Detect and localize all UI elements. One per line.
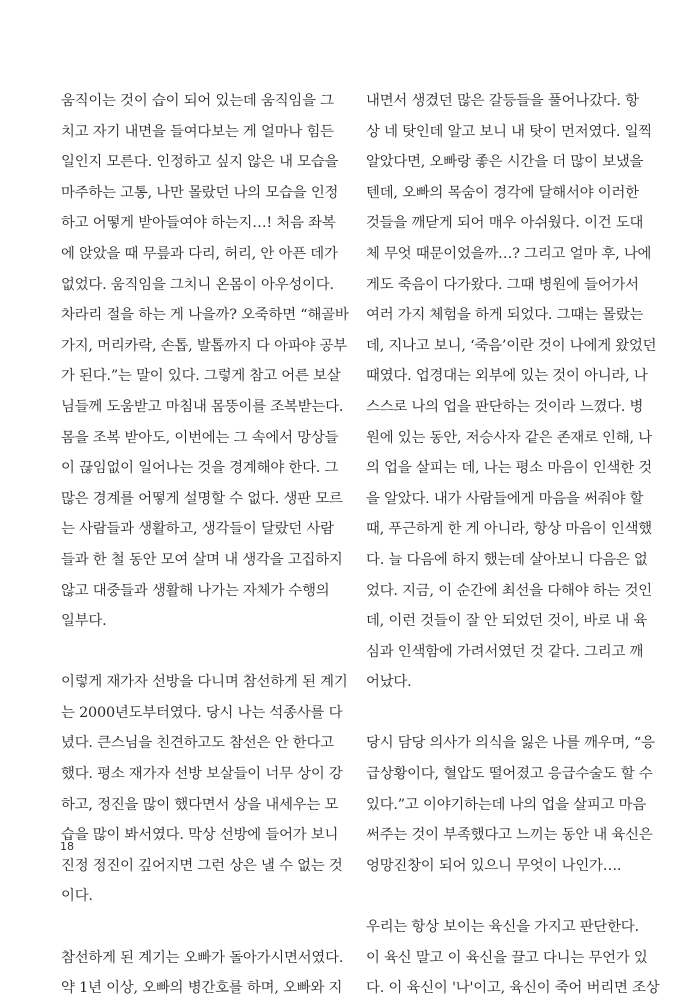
- text-line: 다. 늘 다음에 하지 했는데 살아보니 다음은 없: [366, 551, 648, 568]
- text-line: 있다.”고 이야기하는데 나의 업을 살피고 마음: [366, 796, 647, 813]
- text-line: 의 업을 살피는 데, 나는 평소 마음이 인색한 것: [366, 460, 652, 477]
- text-line: 때였다. 업경대는 외부에 있는 것이 아니라, 나: [366, 368, 648, 385]
- text-line: 없었다. 움직임을 그치니 온몸이 아우성이다.: [61, 276, 334, 293]
- text-line: 참선하게 된 계기는 오빠가 돌아가시면서였다.: [61, 949, 344, 966]
- text-line: 약 1년 이상, 오빠의 병간호를 하며, 오빠와 지: [61, 980, 343, 997]
- paragraph-gap: [366, 881, 624, 912]
- paragraph: [366, 912, 660, 1004]
- text-line: 않고 대중들과 생활해 나가는 자체가 수행의: [61, 582, 330, 599]
- text-line: 이 육신 말고 이 육신을 끌고 다니는 무언가 있: [366, 949, 648, 966]
- text-line: 심과 인색함에 가려서였던 것 같다. 그리고 깨: [366, 643, 644, 660]
- left-column: [61, 86, 349, 1004]
- right-column: [366, 86, 660, 1004]
- text-line: 몸을 조복 받아도, 이번에는 그 속에서 망상들: [61, 429, 339, 446]
- text-line: 데, 이런 것들이 잘 안 되었던 것이, 바로 내 육: [366, 613, 648, 630]
- text-line: 이다.: [61, 888, 93, 905]
- text-line: 을 알았다. 내가 사람들에게 마음을 써줘야 할: [366, 490, 644, 507]
- text-line: 게도 죽음이 다가왔다. 그때 병원에 들어가서: [366, 276, 639, 293]
- text-line: 것들을 깨닫게 되어 매우 아쉬웠다. 이건 도대: [366, 215, 644, 232]
- text-line: 원에 있는 동안, 저승사자 같은 존재로 인해, 나: [366, 429, 652, 446]
- text-line: 체 무엇 때문이었을까…? 그리고 얼마 후, 나에: [366, 245, 652, 262]
- text-line: 알았다면, 오빠랑 좋은 시간을 더 많이 보냈을: [366, 154, 644, 171]
- text-line: 었다. 지금, 이 순간에 최선을 다해야 하는 것인: [366, 582, 652, 599]
- text-line: 데, 지나고 보니, ‘죽음’이란 것이 나에게 왔었던: [366, 337, 657, 354]
- paragraph: [366, 728, 655, 881]
- paragraph: [61, 943, 344, 1004]
- text-line: 녔다. 큰스님을 친견하고도 참선은 안 한다고: [61, 735, 334, 752]
- text-line: 일인지 모른다. 인정하고 싶지 않은 내 모습을: [61, 154, 339, 171]
- text-line: 차라리 절을 하는 게 나을까? 오죽하면 “해골바: [61, 307, 349, 324]
- paragraph-gap: [61, 912, 319, 943]
- text-line: 들과 한 철 동안 모여 살며 내 생각을 고집하지: [61, 551, 343, 568]
- text-line: 습을 많이 봐서였다. 막상 선방에 들어가 보니: [61, 827, 339, 844]
- text-line: 에 앉았을 때 무릎과 다리, 허리, 안 아픈 데가: [61, 245, 338, 262]
- text-line: 하고, 정진을 많이 했다면서 상을 내세우는 모: [61, 796, 339, 813]
- text-line: 다. 이 육신이 '나'이고, 육신이 죽어 버리면 조상: [366, 980, 660, 997]
- text-line: 엉망진창이 되어 있으니 무엇이 나인가….: [366, 857, 622, 874]
- text-line: 당시 담당 의사가 의식을 잃은 나를 깨우며, “응: [366, 735, 655, 752]
- text-line: 이렇게 재가자 선방을 다니며 참선하게 된 계기: [61, 674, 348, 691]
- text-line: 하고 어떻게 받아들여야 하는지…! 처음 좌복: [61, 215, 336, 232]
- text-line: 내면서 생겼던 많은 갈등들을 풀어나갔다. 항: [366, 93, 639, 109]
- text-line: 텐데, 오빠의 목숨이 경각에 달해서야 이러한: [366, 184, 639, 201]
- text-line: 는 2000년도부터였다. 당시 나는 석종사를 다: [61, 704, 343, 721]
- text-line: 마주하는 고통, 나만 몰랐던 나의 모습을 인정: [61, 184, 339, 201]
- text-line: 급상황이다, 혈압도 떨어졌고 응급수술도 할 수: [366, 766, 653, 783]
- text-line: 가 된다.”는 말이 있다. 그렇게 참고 어른 보살: [61, 368, 341, 385]
- text-line: 우리는 항상 보이는 육신을 가지고 판단한다.: [366, 919, 639, 936]
- page-number: 18: [60, 840, 74, 853]
- paragraph: [366, 86, 657, 698]
- text-line: 스스로 나의 업을 판단하는 것이라 느꼈다. 병: [366, 398, 644, 415]
- text-line: 는 사람들과 생활하고, 생각들이 달랐던 사람: [61, 521, 334, 538]
- text-line: 님들께 도움받고 마침내 몸뚱이를 조복받는다.: [61, 398, 344, 415]
- paragraph-gap: [366, 698, 624, 729]
- text-line: 했다. 평소 재가자 선방 보살들이 너무 상이 강: [61, 766, 343, 783]
- text-line: 일부다.: [61, 613, 107, 630]
- text-line: 치고 자기 내면을 들여다보는 게 얼마나 힘든: [61, 123, 334, 140]
- text-line: 진정 정진이 깊어지면 그런 상은 낼 수 없는 것: [61, 857, 343, 874]
- paragraph: [61, 667, 348, 912]
- text-line: 때, 푸근하게 한 게 아니라, 항상 마음이 인색했: [366, 521, 652, 538]
- text-line: 상 네 탓인데 알고 보니 내 탓이 먼저였다. 일찍: [366, 123, 652, 140]
- text-line: 써주는 것이 부족했다고 느끼는 동안 내 육신은: [366, 827, 653, 844]
- paragraph: [61, 86, 349, 637]
- text-line: 가지, 머리카락, 손톱, 발톱까지 다 아파야 공부: [61, 337, 347, 354]
- text-line: 여러 가지 체험을 하게 되었다. 그때는 몰랐는: [366, 307, 644, 324]
- text-line: 움직이는 것이 습이 되어 있는데 움직임을 그: [61, 93, 334, 109]
- text-line: 많은 경계를 어떻게 설명할 수 없다. 생판 모르: [61, 490, 343, 507]
- text-line: 어났다.: [366, 674, 412, 691]
- paragraph-gap: [61, 637, 319, 668]
- text-line: 이 끊임없이 일어나는 것을 경계해야 한다. 그: [61, 460, 339, 477]
